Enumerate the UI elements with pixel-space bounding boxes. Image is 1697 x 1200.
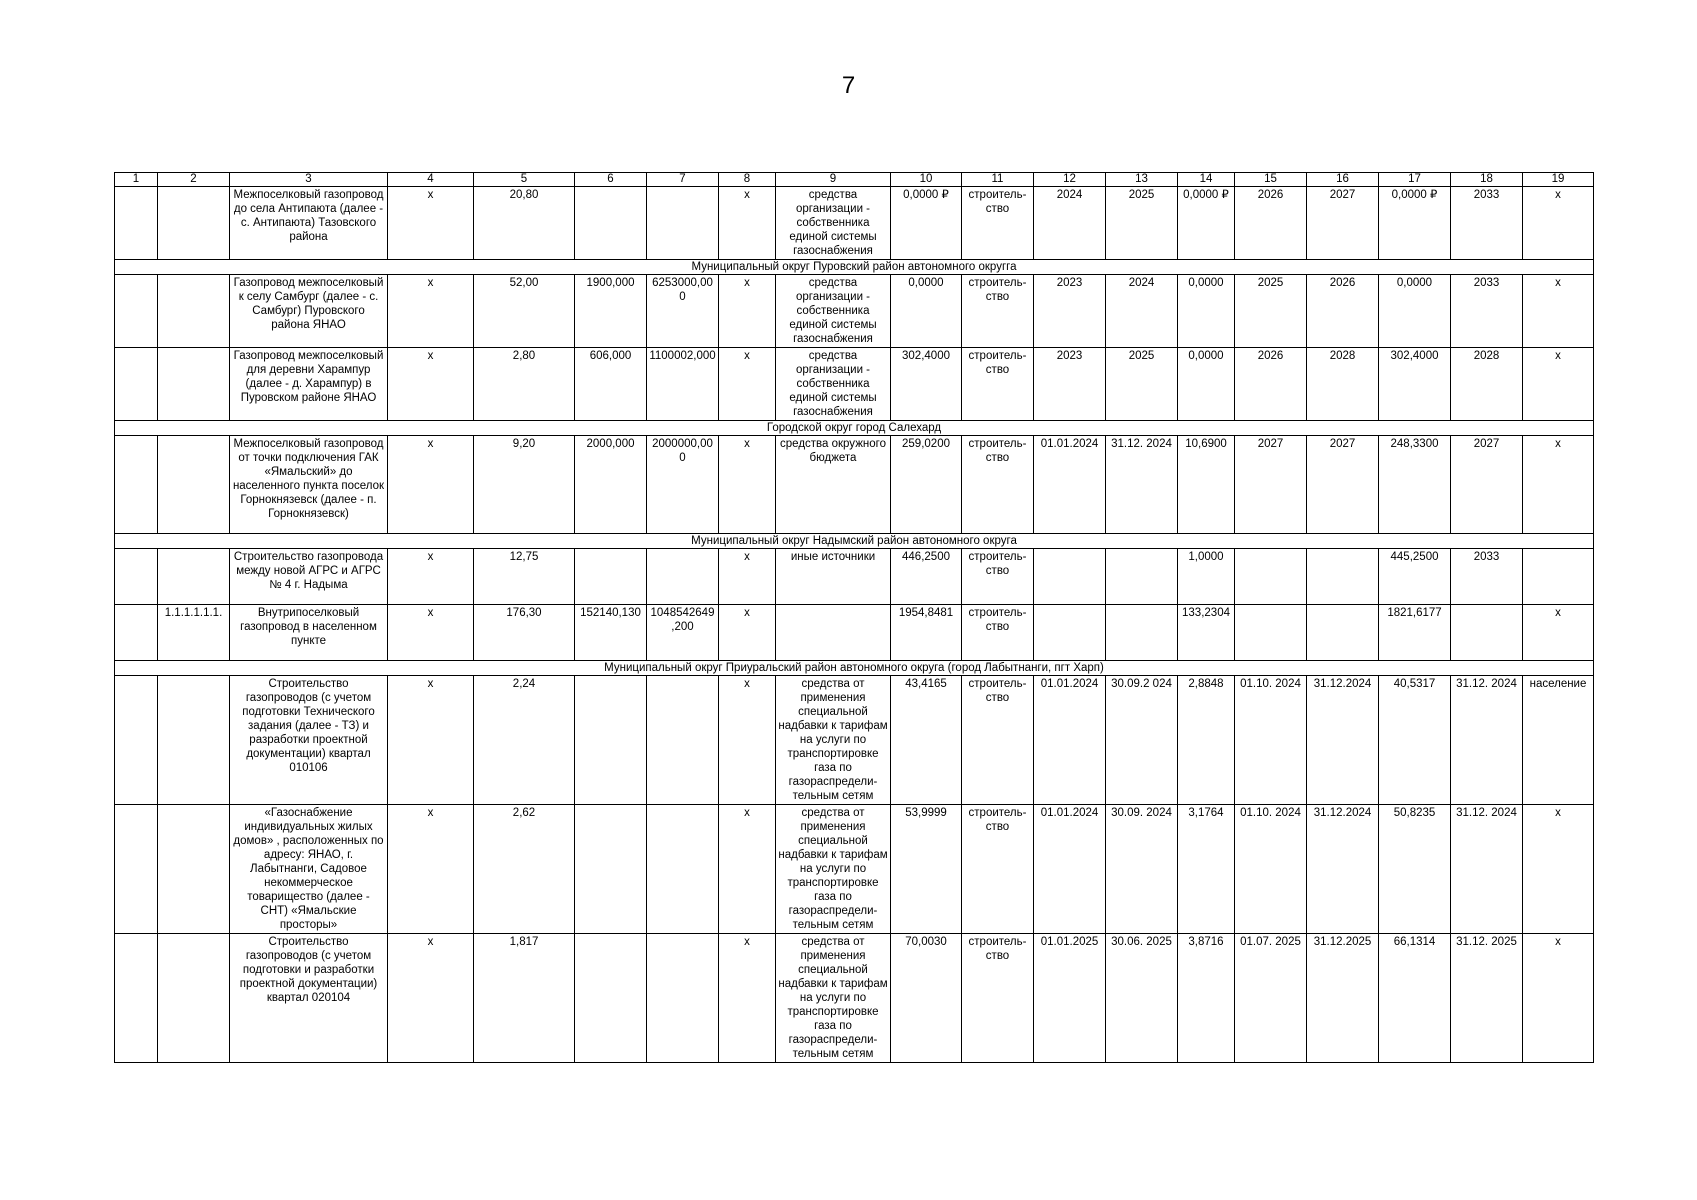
table-cell-col-13 bbox=[1106, 549, 1178, 605]
section-heading-row bbox=[115, 661, 1594, 676]
table-cell-col-15: 2025 bbox=[1235, 275, 1307, 348]
table-cell-col-7: 6253000,000 bbox=[647, 275, 719, 348]
table-cell-col-17: 1821,6177 bbox=[1379, 605, 1451, 661]
table-cell-col-17: 445,2500 bbox=[1379, 549, 1451, 605]
table-cell-col-1 bbox=[115, 549, 158, 605]
table-cell-col-8: х bbox=[719, 348, 776, 421]
table-cell-col-12 bbox=[1034, 549, 1106, 605]
table-cell-col-6 bbox=[575, 934, 647, 1063]
table-cell-col-14: 133,2304 bbox=[1178, 605, 1235, 661]
table-cell-col-4: х bbox=[388, 436, 474, 534]
column-number: 13 bbox=[1106, 173, 1178, 187]
table-cell-col-1 bbox=[115, 436, 158, 534]
table-cell-col-9: средства от применения специальной надбавки к тарифам на услуги по транспортировке газа по газораспредели-тельным сетям bbox=[776, 676, 891, 805]
table-cell-col-11: строитель-ство bbox=[962, 676, 1034, 805]
table-cell-col-18: 31.12. 2024 bbox=[1451, 805, 1523, 934]
table-cell-col-6 bbox=[575, 549, 647, 605]
table-cell-col-6 bbox=[575, 676, 647, 805]
table-cell-col-2 bbox=[158, 436, 230, 534]
table-cell-col-19 bbox=[1523, 549, 1594, 605]
page-number: 7 bbox=[841, 72, 856, 99]
table-cell-col-18 bbox=[1451, 605, 1523, 661]
table-cell-col-2 bbox=[158, 187, 230, 260]
table-cell-col-9: иные источники bbox=[776, 549, 891, 605]
table-cell-col-2 bbox=[158, 676, 230, 805]
column-number: 2 bbox=[158, 173, 230, 187]
column-number-row bbox=[115, 173, 1594, 187]
table-cell-col-8: х bbox=[719, 676, 776, 805]
table-cell-col-16: 2027 bbox=[1307, 187, 1379, 260]
section-heading: Муниципальный округ Пуровский район автономного округга bbox=[115, 260, 1594, 275]
table-cell-col-11: строитель-ство bbox=[962, 605, 1034, 661]
section-heading: Городской округ город Салехард bbox=[115, 421, 1594, 436]
table-cell-col-16: 2026 bbox=[1307, 275, 1379, 348]
table-cell-col-17: 0,0000 ₽ bbox=[1379, 187, 1451, 260]
table-cell-col-18: 2033 bbox=[1451, 549, 1523, 605]
table-cell-col-19: х bbox=[1523, 934, 1594, 1063]
section-heading: Муниципальный округ Приуральский район автономного округа (город Лабытнанги, пгт Харп) bbox=[115, 661, 1594, 676]
table-cell-col-13: 30.09.2 024 bbox=[1106, 676, 1178, 805]
table-cell-col-15: 01.10. 2024 bbox=[1235, 805, 1307, 934]
section-heading-row bbox=[115, 421, 1594, 436]
column-number: 3 bbox=[230, 173, 388, 187]
table-cell-col-18: 2033 bbox=[1451, 187, 1523, 260]
table-cell-col-8: х bbox=[719, 549, 776, 605]
table-cell-col-12: 2023 bbox=[1034, 275, 1106, 348]
table-cell-col-18: 31.12. 2025 bbox=[1451, 934, 1523, 1063]
table-cell-col-8: х bbox=[719, 275, 776, 348]
table-cell-col-3: Газопровод межпоселковый к селу Самбург (далее - с. Самбург) Пуровского района ЯНАО bbox=[230, 275, 388, 348]
table-cell-col-8: х bbox=[719, 187, 776, 260]
table-cell-col-14: 2,8848 bbox=[1178, 676, 1235, 805]
table-cell-col-16: 31.12.2025 bbox=[1307, 934, 1379, 1063]
table-cell-col-17: 50,8235 bbox=[1379, 805, 1451, 934]
table-cell-col-6: 152140,130 bbox=[575, 605, 647, 661]
table-cell-col-4: х bbox=[388, 934, 474, 1063]
section-heading-row bbox=[115, 260, 1594, 275]
table-cell-col-3: Внутрипоселковый газопровод в населенном пункте bbox=[230, 605, 388, 661]
table-cell-col-8: х bbox=[719, 934, 776, 1063]
table-cell-col-5: 12,75 bbox=[474, 549, 575, 605]
table-cell-col-19: х bbox=[1523, 805, 1594, 934]
table-cell-col-11: строитель-ство bbox=[962, 436, 1034, 534]
table-cell-col-4: х bbox=[388, 549, 474, 605]
table-cell-col-3: Строительство газопровода между новой АГРС и АГРС № 4 г. Надыма bbox=[230, 549, 388, 605]
table-cell-col-1 bbox=[115, 348, 158, 421]
table-cell-col-19: х bbox=[1523, 275, 1594, 348]
table-cell-col-5: 1,817 bbox=[474, 934, 575, 1063]
table-row bbox=[115, 934, 1594, 1063]
table-row bbox=[115, 805, 1594, 934]
table-cell-col-12: 2024 bbox=[1034, 187, 1106, 260]
table-cell-col-16: 2027 bbox=[1307, 436, 1379, 534]
table-cell-col-15 bbox=[1235, 549, 1307, 605]
table-cell-col-15 bbox=[1235, 605, 1307, 661]
table-cell-col-13: 2025 bbox=[1106, 187, 1178, 260]
table-cell-col-15: 01.07. 2025 bbox=[1235, 934, 1307, 1063]
table-row bbox=[115, 549, 1594, 605]
section-heading-row bbox=[115, 534, 1594, 549]
table-cell-col-13: 2025 bbox=[1106, 348, 1178, 421]
column-number: 4 bbox=[388, 173, 474, 187]
table-cell-col-8: х bbox=[719, 436, 776, 534]
table-cell-col-4: х bbox=[388, 348, 474, 421]
table-cell-col-1 bbox=[115, 605, 158, 661]
table-cell-col-10: 43,4165 bbox=[891, 676, 962, 805]
table-cell-col-5: 2,62 bbox=[474, 805, 575, 934]
table-cell-col-13: 30.09. 2024 bbox=[1106, 805, 1178, 934]
table-row bbox=[115, 605, 1594, 661]
table-cell-col-11: строитель-ство bbox=[962, 805, 1034, 934]
table-cell-col-18: 31.12. 2024 bbox=[1451, 676, 1523, 805]
column-number: 9 bbox=[776, 173, 891, 187]
table-row bbox=[115, 275, 1594, 348]
table-cell-col-6: 2000,000 bbox=[575, 436, 647, 534]
table-cell-col-7: 2000000,000 bbox=[647, 436, 719, 534]
table-row bbox=[115, 436, 1594, 534]
section-heading: Муниципальный округ Надымский район автономного округа bbox=[115, 534, 1594, 549]
table-cell-col-10: 0,0000 ₽ bbox=[891, 187, 962, 260]
table-cell-col-10: 70,0030 bbox=[891, 934, 962, 1063]
table-cell-col-2 bbox=[158, 934, 230, 1063]
table-cell-col-4: х bbox=[388, 187, 474, 260]
table-cell-col-14: 3,1764 bbox=[1178, 805, 1235, 934]
table-cell-col-7: 1048542649,200 bbox=[647, 605, 719, 661]
table-cell-col-4: х bbox=[388, 275, 474, 348]
table-cell-col-12: 01.01.2025 bbox=[1034, 934, 1106, 1063]
table-cell-col-16 bbox=[1307, 605, 1379, 661]
table-cell-col-10: 259,0200 bbox=[891, 436, 962, 534]
table-cell-col-14: 0,0000 bbox=[1178, 275, 1235, 348]
table-cell-col-6 bbox=[575, 187, 647, 260]
table-cell-col-13: 30.06. 2025 bbox=[1106, 934, 1178, 1063]
column-number: 17 bbox=[1379, 173, 1451, 187]
table-cell-col-9: средства от применения специальной надбавки к тарифам на услуги по транспортировке газа по газораспредели-тельным сетям bbox=[776, 805, 891, 934]
table-cell-col-12: 01.01.2024 bbox=[1034, 436, 1106, 534]
table-cell-col-7 bbox=[647, 805, 719, 934]
table-cell-col-3: Строительство газопроводов (с учетом подготовки Технического задания (далее - ТЗ) и разработки проектной документации) квартал 010106 bbox=[230, 676, 388, 805]
table-cell-col-19: х bbox=[1523, 187, 1594, 260]
table-cell-col-6 bbox=[575, 805, 647, 934]
investment-program-table bbox=[114, 172, 1594, 1063]
column-number: 1 bbox=[115, 173, 158, 187]
column-number: 16 bbox=[1307, 173, 1379, 187]
column-number: 10 bbox=[891, 173, 962, 187]
table-cell-col-5: 2,80 bbox=[474, 348, 575, 421]
column-number: 15 bbox=[1235, 173, 1307, 187]
table-cell-col-13 bbox=[1106, 605, 1178, 661]
table-cell-col-16: 31.12.2024 bbox=[1307, 805, 1379, 934]
table-cell-col-4: х bbox=[388, 805, 474, 934]
table-cell-col-17: 0,0000 bbox=[1379, 275, 1451, 348]
table-cell-col-11: строитель-ство bbox=[962, 187, 1034, 260]
table-cell-col-12: 2023 bbox=[1034, 348, 1106, 421]
table-cell-col-16: 31.12.2024 bbox=[1307, 676, 1379, 805]
table-cell-col-3: Строительство газопроводов (с учетом подготовки и разработки проектной документации) квартал 020104 bbox=[230, 934, 388, 1063]
table-cell-col-14: 10,6900 bbox=[1178, 436, 1235, 534]
table-cell-col-17: 302,4000 bbox=[1379, 348, 1451, 421]
table-cell-col-7: 1100002,000 bbox=[647, 348, 719, 421]
table-cell-col-8: х bbox=[719, 805, 776, 934]
table-cell-col-15: 2027 bbox=[1235, 436, 1307, 534]
table-cell-col-12: 01.01.2024 bbox=[1034, 805, 1106, 934]
table-cell-col-5: 52,00 bbox=[474, 275, 575, 348]
table-cell-col-17: 40,5317 bbox=[1379, 676, 1451, 805]
table-cell-col-18: 2028 bbox=[1451, 348, 1523, 421]
table-cell-col-3: Газопровод межпоселковый для деревни Харампур (далее - д. Харампур) в Пуровском районе ЯНАО bbox=[230, 348, 388, 421]
table-cell-col-15: 2026 bbox=[1235, 348, 1307, 421]
column-number: 14 bbox=[1178, 173, 1235, 187]
table-cell-col-2 bbox=[158, 805, 230, 934]
table-cell-col-14: 0,0000 ₽ bbox=[1178, 187, 1235, 260]
table-cell-col-1 bbox=[115, 187, 158, 260]
table-cell-col-13: 2024 bbox=[1106, 275, 1178, 348]
table-cell-col-9: средства от применения специальной надбавки к тарифам на услуги по транспортировке газа по газораспредели-тельным сетям bbox=[776, 934, 891, 1063]
table-cell-col-9: средства организации - собственника единой системы газоснабжения bbox=[776, 348, 891, 421]
table-row bbox=[115, 187, 1594, 260]
table-cell-col-16: 2028 bbox=[1307, 348, 1379, 421]
table-cell-col-19: х bbox=[1523, 436, 1594, 534]
table-cell-col-5: 9,20 bbox=[474, 436, 575, 534]
table-cell-col-18: 2027 bbox=[1451, 436, 1523, 534]
table-cell-col-1 bbox=[115, 676, 158, 805]
table-cell-col-7 bbox=[647, 934, 719, 1063]
table-cell-col-9 bbox=[776, 605, 891, 661]
table-cell-col-4: х bbox=[388, 676, 474, 805]
table-cell-col-14: 1,0000 bbox=[1178, 549, 1235, 605]
table-cell-col-11: строитель-ство bbox=[962, 549, 1034, 605]
table-cell-col-11: строитель-ство bbox=[962, 348, 1034, 421]
table-cell-col-1 bbox=[115, 275, 158, 348]
table-row bbox=[115, 676, 1594, 805]
table-cell-col-2 bbox=[158, 348, 230, 421]
table-cell-col-15: 01.10. 2024 bbox=[1235, 676, 1307, 805]
table-cell-col-12: 01.01.2024 bbox=[1034, 676, 1106, 805]
table-cell-col-10: 302,4000 bbox=[891, 348, 962, 421]
table-cell-col-11: строитель-ство bbox=[962, 275, 1034, 348]
table-cell-col-7 bbox=[647, 187, 719, 260]
table-cell-col-5: 20,80 bbox=[474, 187, 575, 260]
table-cell-col-6: 606,000 bbox=[575, 348, 647, 421]
table-cell-col-4: х bbox=[388, 605, 474, 661]
column-number: 7 bbox=[647, 173, 719, 187]
table-cell-col-3: Межпоселковый газопровод до села Антипаюта (далее - с. Антипаюта) Тазовского района bbox=[230, 187, 388, 260]
table-cell-col-3: Межпоселковый газопровод от точки подключения ГАК «Ямальский» до населенного пункта поселок Горнокнязевск (далее - п. Горнокнязевск) bbox=[230, 436, 388, 534]
column-number: 18 bbox=[1451, 173, 1523, 187]
column-number: 12 bbox=[1034, 173, 1106, 187]
table-cell-col-3: «Газоснабжение индивидуальных жилых домов» , расположенных по адресу: ЯНАО, г. Лабытнанги, Садовое некоммерческое товарищество (далее - СНТ) «Ямальские просторы» bbox=[230, 805, 388, 934]
table-cell-col-13: 31.12. 2024 bbox=[1106, 436, 1178, 534]
column-number: 19 bbox=[1523, 173, 1594, 187]
table-cell-col-16 bbox=[1307, 549, 1379, 605]
column-number: 11 bbox=[962, 173, 1034, 187]
table-cell-col-9: средства окружного бюджета bbox=[776, 436, 891, 534]
table-cell-col-10: 53,9999 bbox=[891, 805, 962, 934]
table-cell-col-7 bbox=[647, 549, 719, 605]
table-cell-col-8: х bbox=[719, 605, 776, 661]
table-cell-col-17: 248,3300 bbox=[1379, 436, 1451, 534]
table-cell-col-17: 66,1314 bbox=[1379, 934, 1451, 1063]
table-cell-col-14: 0,0000 bbox=[1178, 348, 1235, 421]
table-cell-col-15: 2026 bbox=[1235, 187, 1307, 260]
table-cell-col-12 bbox=[1034, 605, 1106, 661]
column-number: 5 bbox=[474, 173, 575, 187]
table-cell-col-6: 1900,000 bbox=[575, 275, 647, 348]
table-cell-col-19: х bbox=[1523, 348, 1594, 421]
table-cell-col-10: 446,2500 bbox=[891, 549, 962, 605]
table-cell-col-9: средства организации - собственника единой системы газоснабжения bbox=[776, 275, 891, 348]
table-cell-col-10: 0,0000 bbox=[891, 275, 962, 348]
column-number: 8 bbox=[719, 173, 776, 187]
table-cell-col-2 bbox=[158, 275, 230, 348]
table-cell-col-1 bbox=[115, 934, 158, 1063]
table-cell-col-11: строитель-ство bbox=[962, 934, 1034, 1063]
table-cell-col-10: 1954,8481 bbox=[891, 605, 962, 661]
table-cell-col-1 bbox=[115, 805, 158, 934]
table-cell-col-5: 2,24 bbox=[474, 676, 575, 805]
table-cell-col-19: население bbox=[1523, 676, 1594, 805]
table-cell-col-14: 3,8716 bbox=[1178, 934, 1235, 1063]
table-cell-col-7 bbox=[647, 676, 719, 805]
table-cell-col-9: средства организации - собственника единой системы газоснабжения bbox=[776, 187, 891, 260]
table-row bbox=[115, 348, 1594, 421]
table-cell-col-18: 2033 bbox=[1451, 275, 1523, 348]
table-cell-col-5: 176,30 bbox=[474, 605, 575, 661]
table-cell-col-2 bbox=[158, 549, 230, 605]
table-cell-col-19: х bbox=[1523, 605, 1594, 661]
column-number: 6 bbox=[575, 173, 647, 187]
table-cell-col-2: 1.1.1.1.1.1. bbox=[158, 605, 230, 661]
